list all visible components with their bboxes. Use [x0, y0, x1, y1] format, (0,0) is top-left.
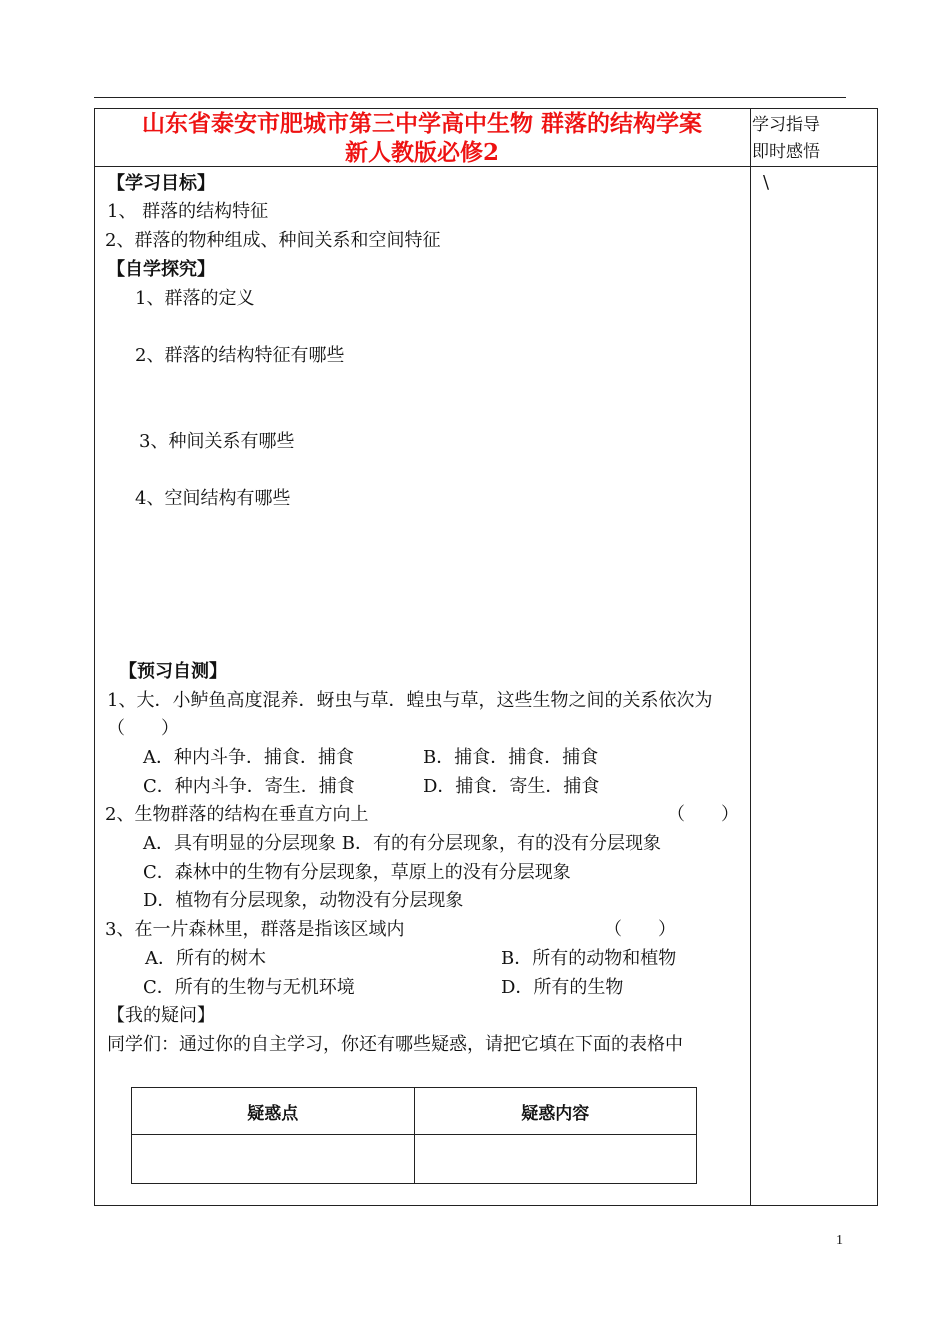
- question-3-option: D．所有的生物: [501, 977, 624, 998]
- doubts-column-content: 疑惑内容: [414, 1088, 697, 1135]
- question-3-option: C．所有的生物与无机环境: [143, 977, 355, 998]
- question-2-blank: （ ）: [667, 804, 739, 825]
- side-mark: \: [763, 172, 770, 193]
- objective-item: 1、 群落的结构特征: [107, 201, 269, 222]
- question-1-option: C．种内斗争．寄生．捕食: [143, 776, 355, 797]
- question-3-option: B．所有的动物和植物: [501, 948, 677, 969]
- column-divider: [750, 108, 751, 1206]
- questions-heading: 【我的疑问】: [107, 1005, 215, 1026]
- self-study-item: 1、群落的定义: [135, 288, 255, 309]
- objectives-heading: 【学习目标】: [107, 173, 215, 194]
- pretest-heading: 【预习自测】: [119, 661, 227, 682]
- doubts-column-point: 疑惑点: [132, 1088, 415, 1135]
- title-line-2: 新人教版必修2: [344, 139, 499, 166]
- side-heading-line-1: 学习指导: [752, 115, 820, 135]
- self-study-item: 2、群落的结构特征有哪些: [135, 345, 345, 366]
- question-1-option: B．捕食．捕食．捕食: [423, 747, 599, 768]
- question-1-option: A．种内斗争．捕食．捕食: [143, 747, 354, 768]
- side-column-heading: [752, 112, 876, 166]
- question-3-option: A．所有的树木: [145, 948, 266, 969]
- question-2-stem: 2、生物群落的结构在垂直方向上: [105, 804, 369, 825]
- page-title: [96, 109, 748, 167]
- title-line-1: 山东省泰安市肥城市第三中学高中生物 群落的结构学案: [141, 110, 702, 137]
- question-3-blank: （ ）: [604, 919, 676, 940]
- doubts-table: [131, 1087, 697, 1184]
- question-1-stem: 1、大．小鲈鱼高度混养．蚜虫与草．蝗虫与草，这些生物之间的关系依次为: [107, 690, 713, 711]
- question-2-option: A．具有明显的分层现象 B．有的有分层现象，有的没有分层现象: [143, 833, 661, 854]
- question-3-stem: 3、在一片森林里，群落是指该区域内: [105, 919, 405, 940]
- questions-prompt: 同学们：通过你的自主学习，你还有哪些疑惑，请把它填在下面的表格中: [107, 1034, 683, 1055]
- doubts-cell-content[interactable]: [414, 1135, 697, 1184]
- self-study-heading: 【自学探究】: [107, 259, 215, 280]
- objective-item: 2、群落的物种组成、种间关系和空间特征: [105, 230, 441, 251]
- page-number: 1: [836, 1233, 843, 1248]
- header-rule: [94, 97, 846, 98]
- question-1-option: D．捕食．寄生．捕食: [423, 776, 600, 797]
- doubts-table-header-row: [132, 1088, 697, 1135]
- doubts-table-empty-row: [132, 1135, 697, 1184]
- side-heading-line-2: 即时感悟: [752, 142, 820, 162]
- doubts-cell-point[interactable]: [132, 1135, 415, 1184]
- self-study-item: 3、种间关系有哪些: [139, 431, 295, 452]
- question-2-option: C．森林中的生物有分层现象，草原上的没有分层现象: [143, 862, 571, 883]
- question-1-blank: （ ）: [107, 718, 179, 739]
- self-study-item: 4、空间结构有哪些: [135, 488, 291, 509]
- question-2-option: D．植物有分层现象，动物没有分层现象: [143, 890, 464, 911]
